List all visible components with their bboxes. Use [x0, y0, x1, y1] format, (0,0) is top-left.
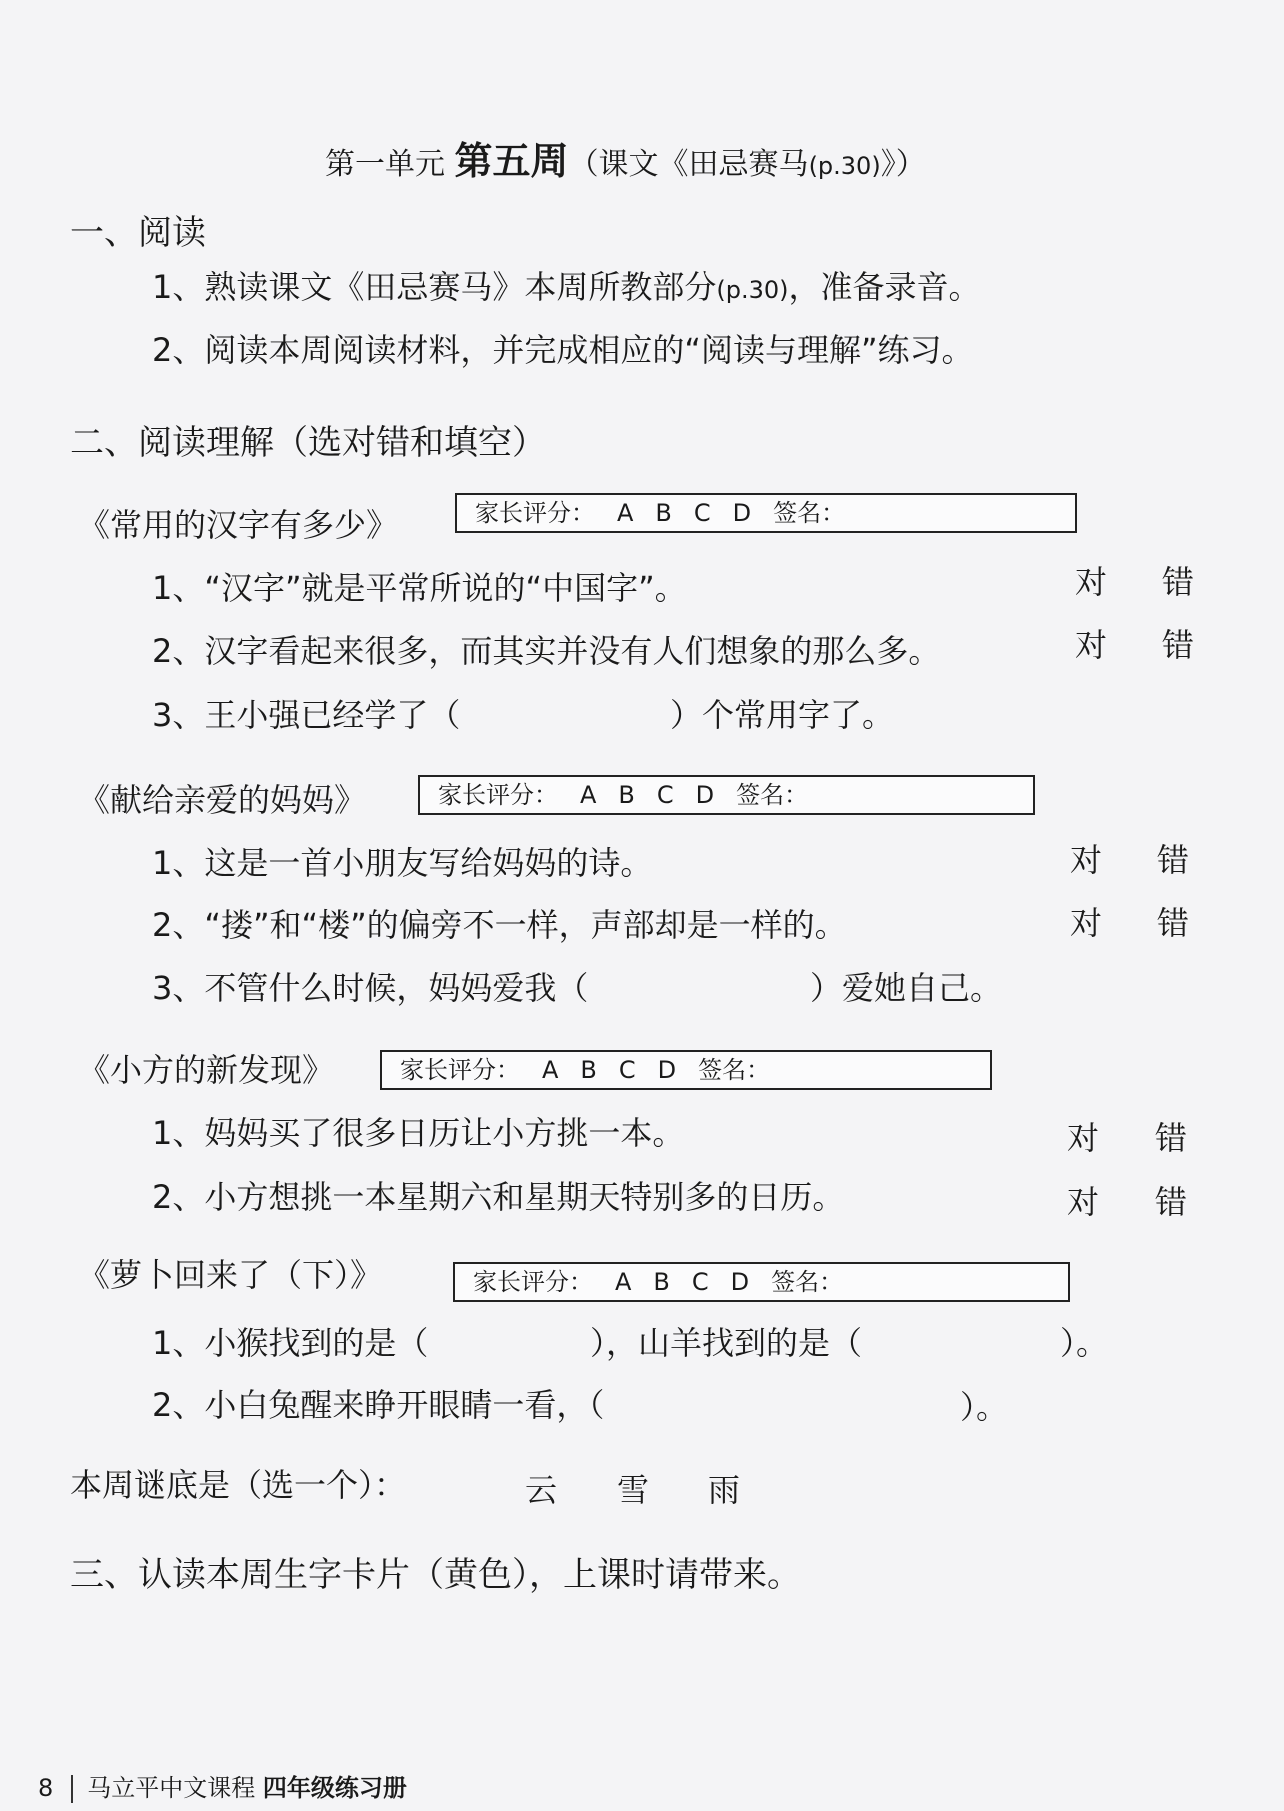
reading3-q2-true[interactable]: 对 — [1067, 1183, 1100, 1221]
reading1-q3-a: 3、王小强已经学了（ — [152, 696, 461, 734]
reading2-q1-false[interactable]: 错 — [1157, 841, 1190, 879]
week-label: 第五周 — [454, 139, 569, 183]
reading2-q3-b: ）爱她自己。 — [810, 969, 1003, 1007]
section1-item1-page: (p.30) — [716, 276, 789, 304]
grade-label: 家长评分： — [438, 781, 558, 809]
reading3-q2-false[interactable]: 错 — [1155, 1183, 1188, 1221]
grade-a[interactable]: A — [615, 1268, 632, 1296]
reading2-q2-false[interactable]: 错 — [1157, 904, 1190, 942]
reading3-q1-true[interactable]: 对 — [1067, 1119, 1100, 1157]
sign-label: 签名： — [736, 781, 809, 809]
unit-label: 第一单元 — [325, 147, 445, 182]
section1-title: 一、阅读 — [70, 213, 206, 253]
lesson-page: (p.30) — [808, 152, 881, 180]
reading1-q2-true[interactable]: 对 — [1075, 626, 1108, 664]
riddle-option-2[interactable]: 雪 — [617, 1471, 650, 1509]
reading4-q2-a: 2、小白兔醒来睁开眼睛一看，（ — [152, 1386, 605, 1424]
riddle-label: 本周谜底是（选一个）： — [70, 1466, 407, 1504]
reading2-title: 《献给亲爱的妈妈》 — [78, 781, 367, 819]
section1-item1-suffix: ，准备录音。 — [788, 268, 981, 306]
grade-label: 家长评分： — [473, 1268, 593, 1296]
reading3-q1-false[interactable]: 错 — [1155, 1119, 1188, 1157]
reading1-q2-false[interactable]: 错 — [1162, 626, 1195, 664]
course-name: 马立平中文课程 — [87, 1774, 256, 1802]
footer-divider — [71, 1775, 73, 1803]
reading2-q2-true[interactable]: 对 — [1070, 904, 1103, 942]
reading3-q2: 2、小方想挑一本星期六和星期天特别多的日历。 — [152, 1178, 845, 1216]
grade-b[interactable]: B — [655, 499, 672, 527]
section3-title: 三、认读本周生字卡片（黄色），上课时请带来。 — [70, 1555, 801, 1595]
sign-label: 签名： — [773, 499, 846, 527]
grade-d[interactable]: D — [730, 1268, 750, 1296]
reading4-q1-a: 1、小猴找到的是（ — [152, 1324, 429, 1362]
grade-b[interactable]: B — [580, 1056, 597, 1084]
grade-label: 家长评分： — [475, 499, 595, 527]
section1-item1 — [152, 262, 981, 308]
section2-title: 二、阅读理解（选对错和填空） — [70, 423, 546, 463]
grade-label: 家长评分： — [400, 1056, 520, 1084]
reading1-q3-b: ）个常用字了。 — [670, 696, 895, 734]
lesson-suffix: 》） — [880, 147, 926, 182]
grade-c[interactable]: C — [656, 781, 674, 809]
reading4-title: 《萝卜回来了（下）》 — [78, 1256, 383, 1294]
reading4-grade-box[interactable] — [453, 1262, 1070, 1302]
grade-c[interactable]: C — [691, 1268, 709, 1296]
sign-label: 签名： — [771, 1268, 844, 1296]
grade-b[interactable]: B — [618, 781, 635, 809]
grade-d[interactable]: D — [657, 1056, 677, 1084]
book-name: 四年级练习册 — [262, 1774, 407, 1802]
grade-a[interactable]: A — [580, 781, 597, 809]
reading4-q2-b: ）。 — [960, 1388, 1009, 1426]
grade-a[interactable]: A — [617, 499, 634, 527]
page-title — [325, 130, 926, 185]
grade-a[interactable]: A — [542, 1056, 559, 1084]
reading4-q1-b: ），山羊找到的是（ — [590, 1324, 863, 1362]
section1-item1-text: 1、熟读课文《田忌赛马》本周所教部分 — [152, 268, 717, 306]
grade-d[interactable]: D — [695, 781, 715, 809]
reading2-grade-box[interactable] — [418, 775, 1035, 815]
riddle-option-1[interactable]: 云 — [525, 1471, 558, 1509]
grade-c[interactable]: C — [618, 1056, 636, 1084]
sign-label: 签名： — [698, 1056, 771, 1084]
reading1-q1-true[interactable]: 对 — [1075, 563, 1108, 601]
riddle-option-3[interactable]: 雨 — [708, 1471, 741, 1509]
lesson-prefix: （课文《田忌赛马 — [568, 147, 809, 182]
page-number: 8 — [38, 1774, 54, 1802]
reading2-q1-true[interactable]: 对 — [1070, 841, 1103, 879]
section1-item2: 2、阅读本周阅读材料，并完成相应的“阅读与理解”练习。 — [152, 331, 974, 369]
grade-c[interactable]: C — [693, 499, 711, 527]
grade-d[interactable]: D — [732, 499, 752, 527]
reading4-q1-c: ）。 — [1060, 1324, 1109, 1362]
reading1-q1-false[interactable]: 错 — [1162, 563, 1195, 601]
reading2-q3-a: 3、不管什么时候，妈妈爱我（ — [152, 969, 589, 1007]
reading1-q2: 2、汉字看起来很多，而其实并没有人们想象的那么多。 — [152, 632, 941, 670]
page-footer — [38, 1768, 407, 1803]
reading3-grade-box[interactable] — [380, 1050, 992, 1090]
reading2-q2: 2、“搂”和“楼”的偏旁不一样，声部却是一样的。 — [152, 906, 847, 944]
reading1-title: 《常用的汉字有多少》 — [78, 506, 399, 544]
reading3-q1: 1、妈妈买了很多日历让小方挑一本。 — [152, 1114, 685, 1152]
reading1-q1: 1、“汉字”就是平常所说的“中国字”。 — [152, 569, 687, 607]
reading1-grade-box[interactable] — [455, 493, 1077, 533]
reading2-q1: 1、这是一首小朋友写给妈妈的诗。 — [152, 844, 653, 882]
reading3-title: 《小方的新发现》 — [78, 1051, 335, 1089]
grade-b[interactable]: B — [653, 1268, 670, 1296]
